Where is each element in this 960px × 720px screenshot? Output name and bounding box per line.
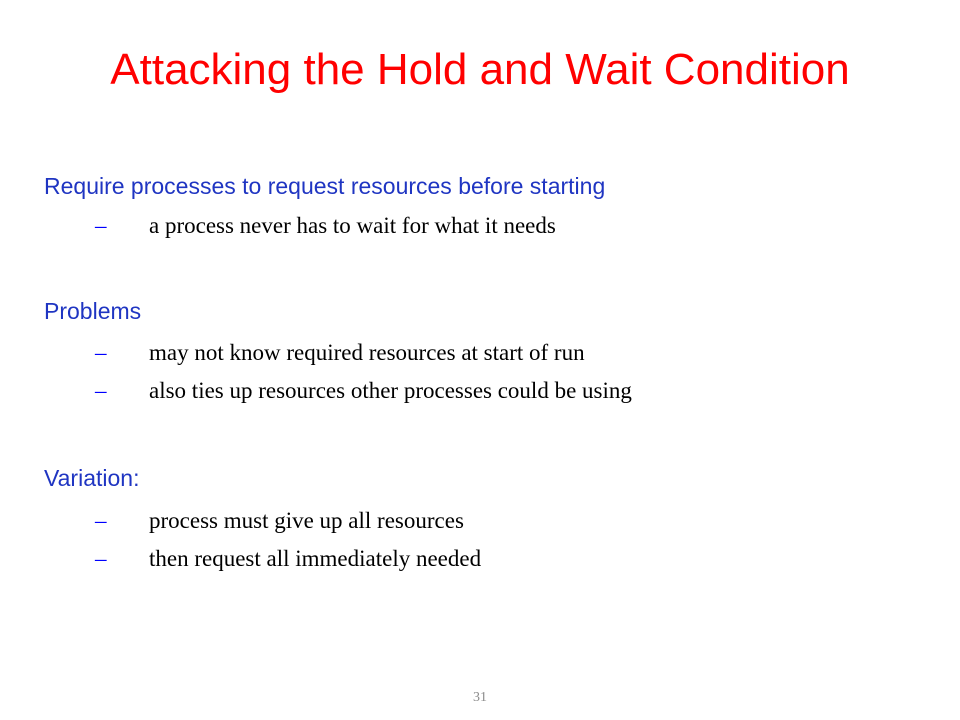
dash-bullet: –	[95, 378, 107, 403]
bullet-text: process must give up all resources	[149, 508, 464, 533]
page-number: 31	[473, 690, 487, 705]
bullet-item	[44, 541, 924, 577]
bullet-item	[44, 373, 924, 409]
section-heading: Problems	[44, 298, 142, 324]
bullet-item	[44, 335, 924, 371]
dash-bullet: –	[95, 546, 107, 571]
bullet-text: then request all immediately needed	[149, 546, 482, 571]
bullet-item	[44, 208, 924, 244]
dash-bullet: –	[95, 213, 107, 238]
bullet-text: may not know required resources at start of run	[149, 340, 585, 365]
section-problems	[44, 296, 924, 409]
bullet-text: also ties up resources other processes could be using	[149, 378, 632, 403]
bullet-text: a process never has to wait for what it needs	[149, 213, 556, 238]
dash-bullet: –	[95, 340, 107, 365]
section-heading: Variation:	[44, 465, 140, 491]
section-require-processes	[44, 171, 924, 244]
slide-title: Attacking the Hold and Wait Condition	[110, 45, 850, 94]
bullet-item	[44, 503, 924, 539]
dash-bullet: –	[95, 508, 107, 533]
section-heading: Require processes to request resources before starting	[44, 173, 606, 199]
section-variation	[44, 463, 924, 577]
